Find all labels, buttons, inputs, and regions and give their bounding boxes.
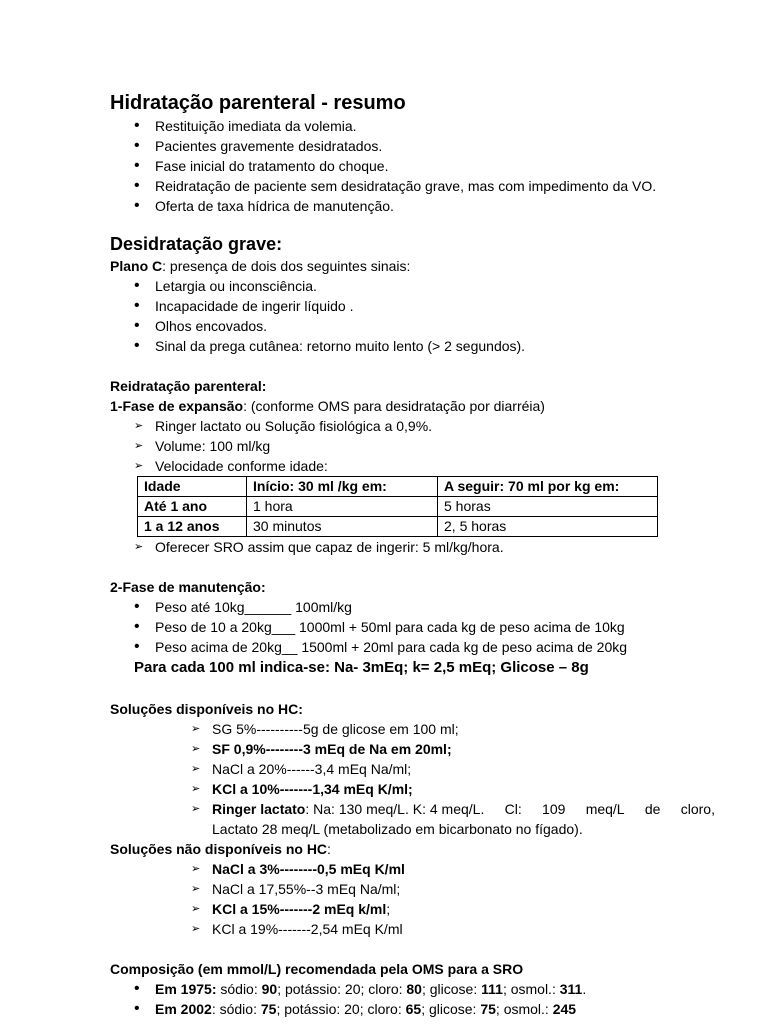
item-text: KCl a 15%-------2 mEq k/ml (212, 901, 387, 917)
arrow-icon: ➢ (191, 763, 201, 775)
item-text: KCl a 10%-------1,34 mEq K/ml; (212, 781, 413, 797)
list-item (191, 759, 715, 779)
fase1-after-list (110, 537, 715, 557)
indication-line: Para cada 100 ml indica-se: Na- 3mEq; k= 2,5 mEq; Glicose – 8g (134, 659, 589, 676)
text: ; glicose: (421, 1001, 481, 1017)
fase2-heading: 2-Fase de manutenção: (110, 579, 266, 595)
arrow-icon: ➢ (191, 883, 201, 895)
table-header-cell: Idade (138, 477, 247, 497)
value: 245 (552, 1001, 577, 1017)
value: 111 (481, 981, 503, 997)
value: 65 (405, 1001, 422, 1017)
fase1-line (110, 396, 715, 416)
table-cell: 2, 5 horas (438, 517, 658, 537)
arrow-icon: ➢ (191, 803, 201, 815)
list-item (191, 879, 715, 899)
table-header-cell: Início: 30 ml /kg em: (247, 477, 438, 497)
arrow-icon: ➢ (191, 743, 201, 755)
list-item (191, 919, 715, 939)
list-item (134, 999, 715, 1019)
item-tail: ; (386, 901, 391, 917)
arrow-icon: ➢ (134, 440, 144, 452)
list-item (134, 979, 715, 999)
ringer-word: 109 (542, 801, 566, 817)
table-cell: 1 a 12 anos (138, 517, 247, 537)
reidratacao-heading: Reidratação parenteral: (110, 378, 267, 394)
item-text: Ringer lactato ou Solução fisiológica a 0,9%. (155, 418, 433, 434)
disponiveis-list (110, 719, 715, 839)
list-item: • Reidratação de paciente sem desidratação grave, mas com impedimento da VO. (134, 176, 715, 196)
item-text: SG 5%----------5g de glicose em 100 ml; (212, 721, 459, 737)
table-header-row (138, 477, 658, 497)
arrow-icon: ➢ (191, 723, 201, 735)
value: 311 (559, 981, 583, 997)
plano-c-text: : presença de dois dos seguintes sinais: (162, 258, 411, 274)
list-item (191, 859, 715, 879)
ringer-word: de (644, 801, 661, 817)
velocity-table (137, 476, 658, 537)
list-item: • Peso acima de 20kg__ 1500ml + 20ml para cada kg de peso acima de 20kg (134, 637, 715, 657)
table-cell: 1 hora (247, 497, 438, 517)
text: ; osmol.: (502, 981, 560, 997)
year-label: Em 2002 (155, 1001, 212, 1017)
arrow-icon: ➢ (191, 903, 201, 915)
list-item (191, 719, 715, 739)
table-row (138, 497, 658, 517)
fase2-list (110, 597, 715, 657)
value: 75 (260, 1001, 277, 1017)
item-text: KCl a 19%-------2,54 mEq K/ml (212, 921, 403, 937)
list-item: • Sinal da prega cutânea: retorno muito lento (> 2 segundos). (134, 336, 715, 356)
nao-disponiveis-heading: Soluções não disponíveis no HC (110, 841, 328, 857)
intro-list (110, 116, 715, 216)
ringer-line-2: Lactato 28 meq/L (metabolizado em bicarbonato no fígado). (212, 821, 583, 837)
list-item (191, 739, 715, 759)
text: ; osmol.: (495, 1001, 553, 1017)
text: . (582, 981, 587, 997)
list-item (134, 436, 715, 456)
item-text: Oferecer SRO assim que capaz de ingerir: 5 ml/kg/hora. (155, 539, 504, 555)
ringer-word: meq/L (585, 801, 625, 817)
table-header-cell: A seguir: 70 ml por kg em: (438, 477, 658, 497)
document-page (110, 90, 715, 1019)
arrow-icon: ➢ (134, 420, 144, 432)
nao-disponiveis-list (110, 859, 715, 939)
list-item: • Peso de 10 a 20kg___ 1000ml + 50ml para cada kg de peso acima de 10kg (134, 617, 715, 637)
arrow-icon: ➢ (134, 460, 144, 472)
table-cell: 5 horas (438, 497, 658, 517)
item-text: SF 0,9%--------3 mEq de Na em 20ml; (212, 741, 452, 757)
composicao-heading: Composição (em mmol/L) recomendada pela OMS para a SRO (110, 961, 524, 977)
ringer-label: Ringer lactato (212, 801, 306, 817)
plano-c-label: Plano C (110, 258, 163, 274)
list-item (134, 416, 715, 436)
list-item: • Restituição imediata da volemia. (134, 116, 715, 136)
fase1-list (110, 416, 715, 476)
list-item: • Oferta de taxa hídrica de manutenção. (134, 196, 715, 216)
arrow-icon: ➢ (191, 783, 201, 795)
table-cell: 30 minutos (247, 517, 438, 537)
list-item (191, 799, 715, 839)
text: ; potássio: 20; cloro: (276, 1001, 406, 1017)
item-text: Volume: 100 ml/kg (155, 438, 271, 454)
list-item (134, 456, 715, 476)
arrow-icon: ➢ (191, 923, 201, 935)
fase1-label: 1-Fase de expansão (110, 398, 244, 414)
list-item: • Peso até 10kg______ 100ml/kg (134, 597, 715, 617)
page-title: Hidratação parenteral - resumo (110, 92, 406, 114)
list-item: • Letargia ou inconsciência. (134, 276, 715, 296)
arrow-icon: ➢ (134, 541, 144, 553)
plano-c-line (110, 256, 715, 276)
table-cell: Até 1 ano (138, 497, 247, 517)
value: 80 (406, 981, 422, 997)
list-item: • Olhos encovados. (134, 316, 715, 336)
item-text: NaCl a 17,55%--3 mEq Na/ml; (212, 881, 401, 897)
disponiveis-heading: Soluções disponíveis no HC: (110, 701, 303, 717)
text: ; potássio: 20; cloro: (277, 981, 407, 997)
item-text: NaCl a 20%------3,4 mEq Na/ml; (212, 761, 412, 777)
text: ; glicose: (421, 981, 482, 997)
value: 75 (480, 1001, 496, 1017)
list-item (191, 899, 715, 919)
arrow-icon: ➢ (191, 863, 201, 875)
item-text: NaCl a 3%--------0,5 mEq K/ml (212, 861, 405, 877)
list-item: • Fase inicial do tratamento do choque. (134, 156, 715, 176)
list-item: • Pacientes gravemente desidratados. (134, 136, 715, 156)
text: : sódio: (211, 1001, 261, 1017)
text: sódio: (216, 981, 262, 997)
ringer-line (212, 799, 715, 819)
ringer-word: cloro, (680, 801, 715, 817)
value: 90 (261, 981, 278, 997)
item-text: Velocidade conforme idade: (155, 458, 328, 474)
year-label: Em 1975: (155, 981, 217, 997)
ringer-first (212, 799, 484, 819)
table-row (138, 517, 658, 537)
ringer-word: Cl: (504, 801, 522, 817)
nao-disponiveis-line (110, 839, 715, 859)
list-item (191, 779, 715, 799)
ringer-text: : Na: 130 meq/L. K: 4 meq/L. (305, 801, 485, 817)
list-item: • Incapacidade de ingerir líquido . (134, 296, 715, 316)
section-heading-grave: Desidratação grave: (110, 234, 283, 254)
composicao-list (110, 979, 715, 1019)
signs-list (110, 276, 715, 356)
list-item (134, 537, 715, 557)
colon: : (327, 841, 331, 857)
fase1-text: : (conforme OMS para desidratação por diarréia) (243, 398, 545, 414)
